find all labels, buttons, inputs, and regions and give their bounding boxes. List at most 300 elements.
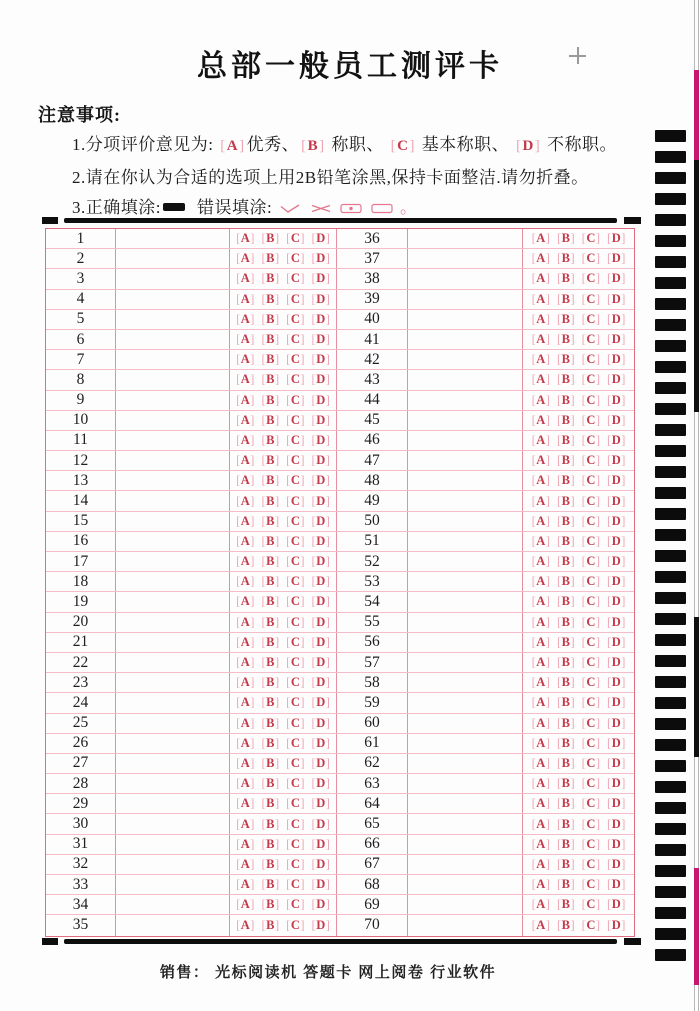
option-d-bubble[interactable]: [ D ] <box>312 776 330 791</box>
option-a-bubble[interactable]: [ A ] <box>236 675 254 690</box>
option-b-bubble[interactable]: [ B ] <box>557 594 575 609</box>
option-c-bubble[interactable]: [ C ] <box>582 594 600 609</box>
option-c-bubble[interactable]: [ C ] <box>582 352 600 367</box>
option-d-bubble[interactable]: [ D ] <box>607 615 625 630</box>
option-d-bubble[interactable]: [ D ] <box>312 473 330 488</box>
option-d-bubble[interactable]: [ D ] <box>312 594 330 609</box>
option-b-bubble[interactable]: [ B ] <box>261 918 279 933</box>
option-d-bubble[interactable]: [ D ] <box>312 393 330 408</box>
option-b-bubble[interactable]: [ B ] <box>557 393 575 408</box>
option-a-bubble[interactable]: [ A ] <box>532 796 550 811</box>
option-b-bubble[interactable]: [ B ] <box>557 514 575 529</box>
answer-blank-cell <box>116 613 230 632</box>
option-c-bubble[interactable]: [ C ] <box>286 796 304 811</box>
option-b-bubble[interactable]: [ B ] <box>557 473 575 488</box>
option-d-bubble[interactable]: [ D ] <box>312 514 330 529</box>
table-row <box>46 310 634 330</box>
option-a-bubble[interactable]: [ A ] <box>532 675 550 690</box>
option-d-bubble[interactable]: [ D ] <box>607 372 625 387</box>
option-c-bubble[interactable]: [ C ] <box>582 494 600 509</box>
answer-blank-cell <box>116 330 230 349</box>
option-a-bubble[interactable]: [ A ] <box>236 413 254 428</box>
option-c-bubble[interactable]: [ C ] <box>286 615 304 630</box>
option-d-bubble[interactable]: [ D ] <box>312 534 330 549</box>
option-b-bubble[interactable]: [ B ] <box>261 635 279 650</box>
option-c-bubble[interactable]: [ C ] <box>582 554 600 569</box>
option-d-bubble[interactable]: [ D ] <box>607 918 625 933</box>
option-d-bubble[interactable]: [ D ] <box>607 756 625 771</box>
option-c-bubble[interactable]: [ C ] <box>286 776 304 791</box>
option-c-bubble[interactable]: [ C ] <box>286 635 304 650</box>
option-a-bubble[interactable]: [ A ] <box>532 393 550 408</box>
option-b-bubble[interactable]: [ B ] <box>557 413 575 428</box>
option-d-bubble[interactable]: [ D ] <box>312 695 330 710</box>
option-b-bubble[interactable]: [ B ] <box>261 292 279 307</box>
option-d-bubble[interactable]: [ D ] <box>312 877 330 892</box>
option-d-bubble[interactable]: [ D ] <box>312 271 330 286</box>
option-c-bubble[interactable]: [ C ] <box>582 837 600 852</box>
option-b-bubble[interactable]: [ B ] <box>557 574 575 589</box>
option-b-bubble[interactable]: [ B ] <box>261 393 279 408</box>
option-d-bubble[interactable]: [ D ] <box>312 615 330 630</box>
option-b-bubble[interactable]: [ B ] <box>557 251 575 266</box>
option-a-bubble[interactable]: [ A ] <box>532 918 550 933</box>
option-d-bubble[interactable]: [ D ] <box>312 332 330 347</box>
option-a-bubble[interactable]: [ A ] <box>236 332 254 347</box>
option-b-bubble[interactable]: [ B ] <box>261 695 279 710</box>
option-c-bubble[interactable]: [ C ] <box>582 615 600 630</box>
option-c-bubble[interactable]: [ C ] <box>286 675 304 690</box>
option-c-bubble[interactable]: [ C ] <box>286 352 304 367</box>
option-b-bubble[interactable]: [ B ] <box>557 292 575 307</box>
option-a-bubble[interactable]: [ A ] <box>532 594 550 609</box>
option-a-bubble[interactable]: [ A ] <box>236 918 254 933</box>
option-d-bubble[interactable]: [ D ] <box>312 655 330 670</box>
option-d-bubble[interactable]: [ D ] <box>607 897 625 912</box>
option-a-bubble[interactable]: [ A ] <box>236 312 254 327</box>
option-d-bubble[interactable]: [ D ] <box>607 655 625 670</box>
option-a-bubble[interactable]: [ A ] <box>532 635 550 650</box>
option-b-bubble[interactable]: [ B ] <box>557 736 575 751</box>
option-b-bubble[interactable]: [ B ] <box>557 897 575 912</box>
option-group <box>523 269 634 288</box>
option-c-bubble[interactable]: [ C ] <box>582 716 600 731</box>
option-b-bubble[interactable]: [ B ] <box>261 534 279 549</box>
option-a-bubble[interactable]: [ A ] <box>532 352 550 367</box>
option-b-bubble[interactable]: [ B ] <box>557 271 575 286</box>
option-b-bubble[interactable]: [ B ] <box>261 776 279 791</box>
option-a-bubble[interactable]: [ A ] <box>236 837 254 852</box>
option-b-bubble[interactable]: [ B ] <box>557 453 575 468</box>
option-c-bubble[interactable]: [ C ] <box>286 312 304 327</box>
option-d-bubble[interactable]: [ D ] <box>607 534 625 549</box>
option-b-bubble[interactable]: [ B ] <box>261 251 279 266</box>
option-b-bubble[interactable]: [ B ] <box>557 615 575 630</box>
option-a-bubble[interactable]: [ A ] <box>532 776 550 791</box>
option-d-bubble[interactable]: [ D ] <box>607 695 625 710</box>
option-a-bubble[interactable]: [ A ] <box>236 231 254 246</box>
option-a-bubble[interactable]: [ A ] <box>532 413 550 428</box>
option-c-bubble[interactable]: [ C ] <box>582 736 600 751</box>
option-a-bubble[interactable]: [ A ] <box>532 554 550 569</box>
option-c-bubble[interactable]: [ C ] <box>286 756 304 771</box>
option-c-bubble[interactable]: [ C ] <box>582 433 600 448</box>
option-a-bubble[interactable]: [ A ] <box>532 514 550 529</box>
option-c-bubble[interactable]: [ C ] <box>286 574 304 589</box>
option-b-bubble[interactable]: [ B ] <box>557 918 575 933</box>
option-b-bubble[interactable]: [ B ] <box>261 716 279 731</box>
option-d-bubble[interactable]: [ D ] <box>607 675 625 690</box>
option-d-bubble[interactable]: [ D ] <box>312 453 330 468</box>
option-a-bubble[interactable]: [ A ] <box>532 372 550 387</box>
option-b-bubble[interactable]: [ B ] <box>557 635 575 650</box>
option-a-bubble[interactable]: [ A ] <box>236 514 254 529</box>
option-a-bubble[interactable]: [ A ] <box>236 494 254 509</box>
answer-blank-cell <box>408 572 523 591</box>
option-b-bubble[interactable]: [ B ] <box>557 231 575 246</box>
option-c-bubble[interactable]: [ C ] <box>582 231 600 246</box>
option-b-bubble[interactable]: [ B ] <box>261 857 279 872</box>
option-d-bubble[interactable]: [ D ] <box>607 251 625 266</box>
option-b-bubble[interactable]: [ B ] <box>557 716 575 731</box>
option-b-bubble[interactable]: [ B ] <box>261 271 279 286</box>
option-c-bubble[interactable]: [ C ] <box>582 514 600 529</box>
option-d-bubble[interactable]: [ D ] <box>607 352 625 367</box>
option-b-bubble[interactable]: [ B ] <box>557 352 575 367</box>
option-a-bubble[interactable]: [ A ] <box>532 231 550 246</box>
option-c-bubble[interactable]: [ C ] <box>286 393 304 408</box>
option-c-bubble[interactable]: [ C ] <box>582 574 600 589</box>
option-b-bubble[interactable]: [ B ] <box>557 817 575 832</box>
answer-blank-cell <box>408 370 523 389</box>
option-d-bubble[interactable]: [ D ] <box>607 716 625 731</box>
option-b-bubble[interactable]: [ B ] <box>261 473 279 488</box>
option-a-bubble[interactable]: [ A ] <box>236 716 254 731</box>
option-c-bubble[interactable]: [ C ] <box>582 817 600 832</box>
option-b-bubble[interactable]: [ B ] <box>557 494 575 509</box>
option-b-bubble[interactable]: [ B ] <box>261 494 279 509</box>
option-d-bubble[interactable]: [ D ] <box>312 918 330 933</box>
option-a-bubble[interactable]: [ A ] <box>532 574 550 589</box>
option-d-bubble[interactable]: [ D ] <box>312 292 330 307</box>
option-b-bubble[interactable]: [ B ] <box>557 837 575 852</box>
option-c-bubble[interactable]: [ C ] <box>582 635 600 650</box>
option-c-bubble[interactable]: [ C ] <box>582 897 600 912</box>
option-group <box>523 532 634 551</box>
table-row <box>46 411 634 431</box>
option-b-bubble[interactable]: [ B ] <box>557 312 575 327</box>
option-a-bubble[interactable]: [ A ] <box>532 251 550 266</box>
option-d-bubble[interactable]: [ D ] <box>607 594 625 609</box>
option-b-bubble[interactable]: [ B ] <box>557 554 575 569</box>
option-d-bubble[interactable]: [ D ] <box>312 796 330 811</box>
option-c-bubble[interactable]: [ C ] <box>286 736 304 751</box>
option-b-bubble[interactable]: [ B ] <box>261 433 279 448</box>
option-d-bubble[interactable]: [ D ] <box>312 736 330 751</box>
option-a-bubble[interactable]: [ A ] <box>236 473 254 488</box>
option-c-bubble[interactable]: [ C ] <box>582 453 600 468</box>
option-c-bubble[interactable]: [ C ] <box>582 756 600 771</box>
option-d-bubble[interactable]: [ D ] <box>312 231 330 246</box>
option-a-bubble[interactable]: [ A ] <box>236 372 254 387</box>
option-b-bubble[interactable]: [ B ] <box>261 655 279 670</box>
option-c-bubble[interactable]: [ C ] <box>582 695 600 710</box>
option-c-bubble[interactable]: [ C ] <box>286 372 304 387</box>
option-d-bubble[interactable]: [ D ] <box>312 251 330 266</box>
option-d-bubble[interactable]: [ D ] <box>607 271 625 286</box>
option-d-bubble[interactable]: [ D ] <box>607 413 625 428</box>
option-c-bubble[interactable]: [ C ] <box>286 695 304 710</box>
option-b-bubble[interactable]: [ B ] <box>557 776 575 791</box>
option-c-bubble[interactable]: [ C ] <box>286 494 304 509</box>
option-a-bubble[interactable]: [ A ] <box>532 332 550 347</box>
timing-mark <box>655 781 686 793</box>
option-group <box>523 734 634 753</box>
option-d-bubble[interactable]: [ D ] <box>312 352 330 367</box>
question-number: 66 <box>337 835 408 854</box>
option-a-bubble[interactable]: [ A ] <box>532 453 550 468</box>
option-d-bubble[interactable]: [ D ] <box>312 897 330 912</box>
option-d-bubble[interactable]: [ D ] <box>607 433 625 448</box>
option-a-bubble[interactable]: [ A ] <box>532 897 550 912</box>
option-d-bubble[interactable]: [ D ] <box>312 433 330 448</box>
option-b-bubble[interactable]: [ B ] <box>557 796 575 811</box>
option-a-bubble[interactable]: [ A ] <box>236 756 254 771</box>
option-c-bubble[interactable]: [ C ] <box>582 877 600 892</box>
option-b-bubble[interactable]: [ B ] <box>557 877 575 892</box>
option-a-bubble[interactable]: [ A ] <box>532 817 550 832</box>
option-a-bubble[interactable]: [ A ] <box>532 695 550 710</box>
option-d-bubble[interactable]: [ D ] <box>312 574 330 589</box>
option-a-bubble[interactable]: [ A ] <box>236 271 254 286</box>
option-c-bubble[interactable]: [ C ] <box>286 817 304 832</box>
option-d-bubble[interactable]: [ D ] <box>607 231 625 246</box>
option-d-bubble[interactable]: [ D ] <box>312 554 330 569</box>
option-b-bubble[interactable]: [ B ] <box>261 413 279 428</box>
option-d-bubble[interactable]: [ D ] <box>312 756 330 771</box>
option-b-bubble[interactable]: [ B ] <box>261 372 279 387</box>
option-d-bubble[interactable]: [ D ] <box>607 817 625 832</box>
option-a-bubble[interactable]: [ A ] <box>236 796 254 811</box>
option-d-bubble[interactable]: [ D ] <box>607 837 625 852</box>
option-c-bubble[interactable]: [ C ] <box>582 251 600 266</box>
option-d-bubble[interactable]: [ D ] <box>607 736 625 751</box>
option-a-bubble[interactable]: [ A ] <box>236 695 254 710</box>
option-d-bubble[interactable]: [ D ] <box>607 453 625 468</box>
option-a-bubble[interactable]: [ A ] <box>532 473 550 488</box>
option-c-bubble[interactable]: [ C ] <box>582 918 600 933</box>
option-a-bubble[interactable]: [ A ] <box>236 574 254 589</box>
option-d-bubble[interactable]: [ D ] <box>312 494 330 509</box>
option-d-bubble[interactable]: [ D ] <box>312 413 330 428</box>
option-a-bubble[interactable]: [ A ] <box>236 736 254 751</box>
option-b-bubble[interactable]: [ B ] <box>261 897 279 912</box>
option-d-bubble[interactable]: [ D ] <box>312 857 330 872</box>
option-c-bubble[interactable]: [ C ] <box>286 897 304 912</box>
option-a-bubble[interactable]: [ A ] <box>236 251 254 266</box>
option-d-bubble[interactable]: [ D ] <box>607 635 625 650</box>
option-c-bubble[interactable]: [ C ] <box>582 413 600 428</box>
option-a-bubble[interactable]: [ A ] <box>236 877 254 892</box>
option-a-bubble[interactable]: [ A ] <box>532 534 550 549</box>
option-a-bubble[interactable]: [ A ] <box>532 312 550 327</box>
option-b-bubble[interactable]: [ B ] <box>261 453 279 468</box>
option-b-bubble[interactable]: [ B ] <box>261 675 279 690</box>
option-a-bubble[interactable]: [ A ] <box>236 554 254 569</box>
option-d-bubble[interactable]: [ D ] <box>607 574 625 589</box>
option-d-bubble[interactable]: [ D ] <box>607 776 625 791</box>
option-c-bubble[interactable]: [ C ] <box>582 312 600 327</box>
option-b-bubble[interactable]: [ B ] <box>261 877 279 892</box>
option-b-bubble[interactable]: [ B ] <box>261 615 279 630</box>
option-c-bubble[interactable]: [ C ] <box>582 292 600 307</box>
option-c-bubble[interactable]: [ C ] <box>582 271 600 286</box>
option-d-bubble[interactable]: [ D ] <box>312 372 330 387</box>
option-a-bubble[interactable]: [ A ] <box>236 352 254 367</box>
option-c-bubble[interactable]: [ C ] <box>286 231 304 246</box>
option-a-bubble[interactable]: [ A ] <box>532 756 550 771</box>
option-c-bubble[interactable]: [ C ] <box>286 554 304 569</box>
option-a-bubble[interactable]: [ A ] <box>236 433 254 448</box>
option-d-bubble[interactable]: [ D ] <box>312 675 330 690</box>
option-c-bubble[interactable]: [ C ] <box>286 837 304 852</box>
answer-blank-cell <box>116 835 230 854</box>
option-c-bubble[interactable]: [ C ] <box>582 332 600 347</box>
option-b-bubble[interactable]: [ B ] <box>261 837 279 852</box>
question-number: 20 <box>46 613 116 632</box>
option-a-bubble[interactable]: [ A ] <box>236 897 254 912</box>
option-a-bubble[interactable]: [ A ] <box>236 655 254 670</box>
option-c-bubble[interactable]: [ C ] <box>286 918 304 933</box>
option-b-bubble[interactable]: [ B ] <box>557 332 575 347</box>
option-a-bubble[interactable]: [ A ] <box>532 615 550 630</box>
option-a-bubble[interactable]: [ A ] <box>236 393 254 408</box>
option-c-bubble[interactable]: [ C ] <box>582 796 600 811</box>
option-a-bubble[interactable]: [ A ] <box>236 857 254 872</box>
option-c-bubble[interactable]: [ C ] <box>286 857 304 872</box>
option-b-bubble[interactable]: [ B ] <box>557 433 575 448</box>
option-c-bubble[interactable]: [ C ] <box>286 473 304 488</box>
option-a-bubble[interactable]: [ A ] <box>532 271 550 286</box>
option-c-bubble[interactable]: [ C ] <box>286 877 304 892</box>
option-a-bubble[interactable]: [ A ] <box>236 534 254 549</box>
option-b-bubble[interactable]: [ B ] <box>261 554 279 569</box>
option-c-bubble[interactable]: [ C ] <box>286 251 304 266</box>
option-c-bubble[interactable]: [ C ] <box>286 292 304 307</box>
option-b-bubble[interactable]: [ B ] <box>557 695 575 710</box>
option-c-bubble[interactable]: [ C ] <box>286 514 304 529</box>
option-d-bubble[interactable]: [ D ] <box>312 635 330 650</box>
option-a-bubble[interactable]: [ A ] <box>236 817 254 832</box>
option-c-bubble[interactable]: [ C ] <box>286 594 304 609</box>
option-b-bubble[interactable]: [ B ] <box>261 231 279 246</box>
option-d-bubble[interactable]: [ D ] <box>607 312 625 327</box>
option-c-bubble[interactable]: [ C ] <box>582 857 600 872</box>
option-b-bubble[interactable]: [ B ] <box>261 352 279 367</box>
option-b-bubble[interactable]: [ B ] <box>261 312 279 327</box>
option-d-bubble[interactable]: [ D ] <box>607 393 625 408</box>
option-c-bubble[interactable]: [ C ] <box>582 534 600 549</box>
option-c-bubble[interactable]: [ C ] <box>582 655 600 670</box>
option-c-bubble[interactable]: [ C ] <box>286 271 304 286</box>
option-d-bubble[interactable]: [ D ] <box>607 332 625 347</box>
option-d-bubble[interactable]: [ D ] <box>312 716 330 731</box>
option-d-bubble[interactable]: [ D ] <box>607 473 625 488</box>
option-c-bubble[interactable]: [ C ] <box>582 473 600 488</box>
option-b-bubble[interactable]: [ B ] <box>261 332 279 347</box>
option-b-bubble[interactable]: [ B ] <box>557 857 575 872</box>
option-b-bubble[interactable]: [ B ] <box>261 514 279 529</box>
option-c-bubble[interactable]: [ C ] <box>582 372 600 387</box>
option-b-bubble[interactable]: [ B ] <box>261 817 279 832</box>
option-a-bubble[interactable]: [ A ] <box>532 857 550 872</box>
option-c-bubble[interactable]: [ C ] <box>286 413 304 428</box>
option-b-bubble[interactable]: [ B ] <box>261 594 279 609</box>
option-a-bubble[interactable]: [ A ] <box>532 292 550 307</box>
option-d-bubble[interactable]: [ D ] <box>607 877 625 892</box>
option-b-bubble[interactable]: [ B ] <box>557 675 575 690</box>
option-d-bubble[interactable]: [ D ] <box>312 817 330 832</box>
option-c-bubble[interactable]: [ C ] <box>582 675 600 690</box>
option-group <box>523 895 634 914</box>
option-group <box>230 754 337 773</box>
option-a-bubble[interactable]: [ A ] <box>236 594 254 609</box>
option-c-bubble[interactable]: [ C ] <box>582 776 600 791</box>
option-d-bubble[interactable]: [ D ] <box>312 312 330 327</box>
option-c-bubble[interactable]: [ C ] <box>286 332 304 347</box>
question-number: 37 <box>337 249 408 268</box>
option-a-bubble[interactable]: [ A ] <box>532 877 550 892</box>
option-a-bubble[interactable]: [ A ] <box>532 716 550 731</box>
option-c-bubble[interactable]: [ C ] <box>286 453 304 468</box>
option-a-bubble[interactable]: [ A ] <box>236 635 254 650</box>
answer-blank-cell <box>408 532 523 551</box>
option-b-bubble[interactable]: [ B ] <box>557 655 575 670</box>
option-d-bubble[interactable]: [ D ] <box>607 514 625 529</box>
option-c-bubble[interactable]: [ C ] <box>286 716 304 731</box>
option-c-bubble[interactable]: [ C ] <box>286 534 304 549</box>
question-number: 34 <box>46 895 116 914</box>
option-b-bubble[interactable]: [ B ] <box>261 756 279 771</box>
timing-mark <box>655 697 686 709</box>
option-b-bubble[interactable]: [ B ] <box>557 372 575 387</box>
option-d-bubble[interactable]: [ D ] <box>312 837 330 852</box>
option-c-bubble[interactable]: [ C ] <box>286 655 304 670</box>
option-d-bubble[interactable]: [ D ] <box>607 554 625 569</box>
answer-blank-cell <box>116 592 230 611</box>
option-a-bubble[interactable]: [ A ] <box>532 736 550 751</box>
option-c-bubble[interactable]: [ C ] <box>582 393 600 408</box>
option-b-bubble[interactable]: [ B ] <box>261 796 279 811</box>
option-b-bubble[interactable]: [ B ] <box>557 756 575 771</box>
option-d-bubble[interactable]: [ D ] <box>607 494 625 509</box>
option-a-bubble[interactable]: [ A ] <box>236 453 254 468</box>
option-a-bubble[interactable]: [ A ] <box>532 655 550 670</box>
option-b-bubble[interactable]: [ B ] <box>261 574 279 589</box>
option-b-bubble[interactable]: [ B ] <box>557 534 575 549</box>
option-d-bubble[interactable]: [ D ] <box>607 796 625 811</box>
option-a-bubble[interactable]: [ A ] <box>236 776 254 791</box>
option-a-bubble[interactable]: [ A ] <box>236 615 254 630</box>
option-a-bubble[interactable]: [ A ] <box>532 837 550 852</box>
option-d-bubble[interactable]: [ D ] <box>607 857 625 872</box>
option-c-bubble[interactable]: [ C ] <box>286 433 304 448</box>
option-a-bubble[interactable]: [ A ] <box>532 494 550 509</box>
option-a-bubble[interactable]: [ A ] <box>532 433 550 448</box>
option-d-bubble[interactable]: [ D ] <box>607 292 625 307</box>
option-b-bubble[interactable]: [ B ] <box>261 736 279 751</box>
option-a-bubble[interactable]: [ A ] <box>236 292 254 307</box>
